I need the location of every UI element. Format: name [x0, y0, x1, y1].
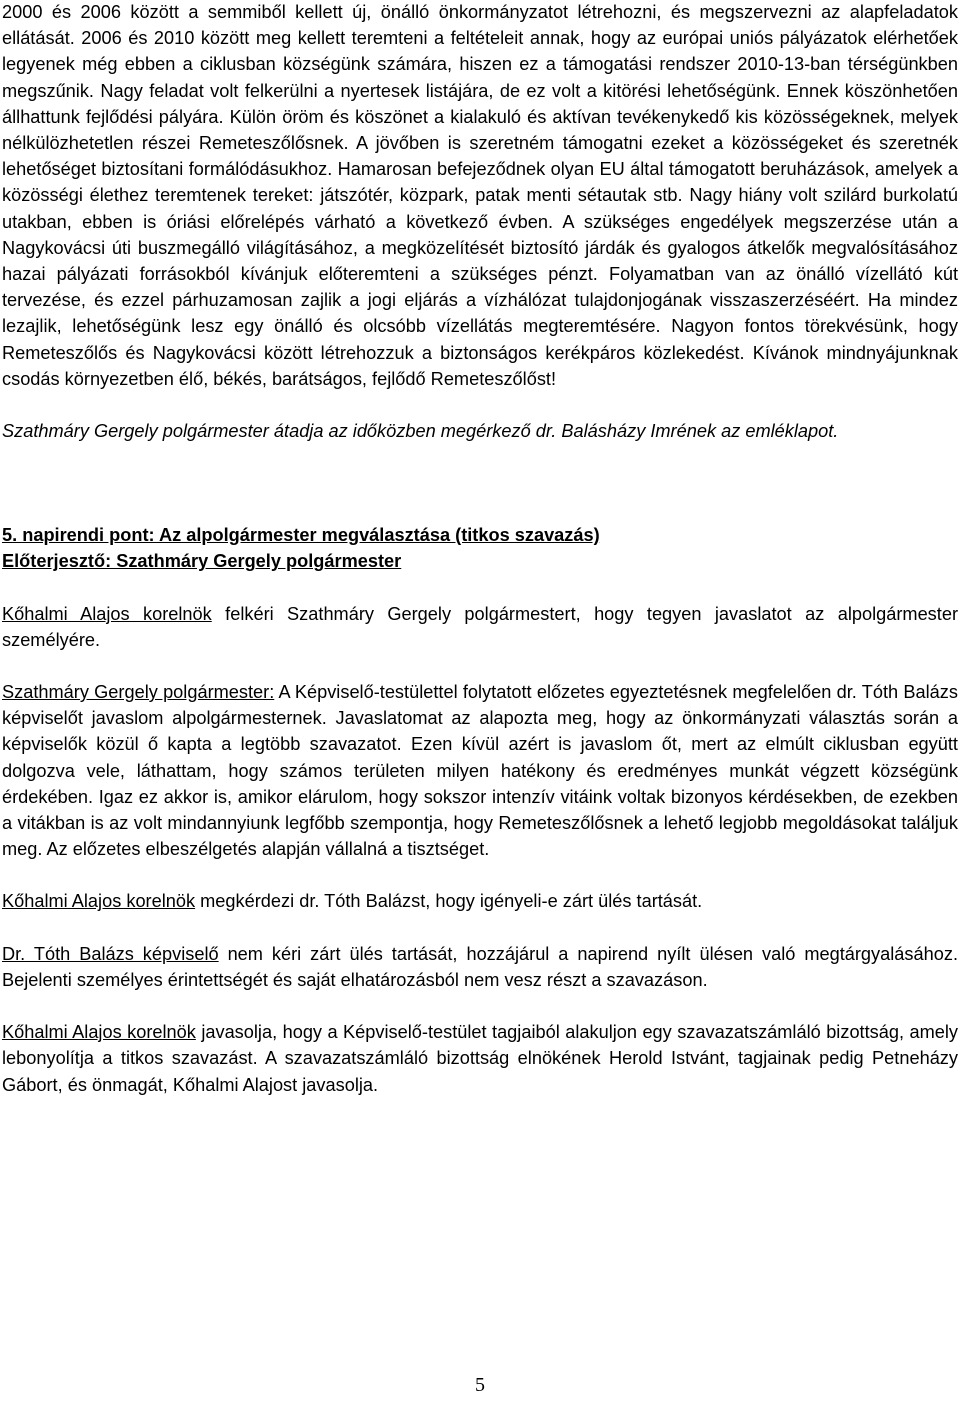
speaker-name: Szathmáry Gergely polgármester: — [2, 682, 275, 703]
agenda-title — [2, 522, 958, 548]
agenda-section — [2, 522, 958, 1097]
page-number: 5 — [475, 1374, 485, 1396]
entry-text: megkérdezi dr. Tóth Balázst, hogy igényeli-e zárt ülés tartását. — [195, 891, 703, 912]
entry-paragraph — [2, 941, 958, 993]
entry-paragraph — [2, 888, 958, 914]
entry-text: javasolja, hogy a Képviselő-testület tagjaiból alakuljon egy szavazatszámláló bizottság, amely lebonyolítja a titkos szavazást. A szavazatszámláló bizottság elnökének Herold Istvánt, tagjainak pedig Petneházy Gábort, és önmagát, Kőhalmi Alajost javasolja. — [2, 1022, 958, 1095]
entry-paragraph — [2, 601, 958, 653]
intro-paragraph: 2000 és 2006 között a semmiből kellett új, önálló önkormányzatot létrehozni, és megszervezni az alapfeladatok ellátását. 2006 és 2010 között meg kellett teremteni a feltételeit annak, hogy az európai uniós pályázatok elérhetőek legyenek még ebben a ciklusban községünk számára, hiszen ez a támogatási rendszer 2010-13-ban térségünkben megszűnik. Nagy feladat volt felkerülni a nyertesek listájára, de ez volt a kitörési lehetőségünk. Ennek köszönhetően állhattunk fejlődési pályára. Külön öröm és köszönet a kialakuló és aktívan tevékenykedő kis közösségeknek, melyek nélkülözhetetlen részei Remeteszőlősnek. A jövőben is szeretném támogatni ezeket a közösségeket és szeretnék lehetőséget biztosítani formálódásukhoz. Hamarosan befejeződnek olyan EU által támogatott beruházások, amelyek a közösségi élethez teremtenek tereket: játszótér, közpark, patak menti sétautak stb. Nagy hiány volt szilárd burkolatú utakban, ebben is óriási előrelépés várható a következő évben. A szükséges engedélyek megszerzése után a Nagykovácsi úti buszmegálló világításához, a megközelítését biztosító járdák és gyalogos átkelők megvalósításához hazai pályázati forrásokból kívánjuk előteremteni a szükséges pénzt. Folyamatban van az önálló vízellátó kút tervezése, és ezzel párhuzamosan zajlik a jogi eljárás a vízhálózat tulajdonjogának visszaszerzéséért. Ha mindez lezajlik, lehetőségünk lesz egy önálló és olcsóbb vízellátás megteremtésére. Nagyon fontos törekvésünk, hogy Remeteszőlős és Nagykovácsi között létrehozzuk a biztonságos kerékpáros közlekedést. Kívánok mindnyájunknak csodás környezetben élő, békés, barátságos, fejlődő Remeteszőlőst! — [2, 2, 958, 389]
entry-text: felkéri Szathmáry Gergely polgármestert, hogy tegyen javaslatot az alpolgármester személyére. — [2, 603, 959, 650]
entry-text: nem kéri zárt ülés tartását, hozzájárul a napirend nyílt ülésen való megtárgyalásához. Bejelenti személyes érintettségét és saját elhatározásból nem vesz részt a szavazáson. — [2, 943, 958, 990]
speaker-name: Kőhalmi Alajos korelnök — [2, 891, 196, 912]
entry-paragraph — [2, 679, 958, 862]
entry-text: A Képviselő-testülettel folytatott előzetes egyeztetésnek megfelelően dr. Tóth Balázs képviselőt javaslom alpolgármesternek. Javaslatomat az alapozta meg, hogy az önkormányzati választás során a képviselők közül ő kapta a legtöbb szavazatot. Ezen kívül azért is javaslom őt, mert az elmúlt ciklusban együtt dolgozva vele, láthattam, hogy számos területen milyen hatékony és eredményes munkát végzett községünk érdekében. Igaz ez akkor is, amikor elárulom, hogy sokszor intenzív vitáink voltak bizonyos kérdésekben, de ezekben a vitákban is az volt mindannyiunk legfőbb szempontja, hogy Remeteszőlősnek a lehető legjobb megoldásokat találjuk meg. Az előzetes elbeszélgetés alapján vállalná a tisztséget. — [2, 682, 958, 860]
italic-note: Szathmáry Gergely polgármester átadja az időközben megérkező dr. Balásházy Imrének az emléklapot. — [2, 421, 839, 442]
speaker-name: Dr. Tóth Balázs képviselő — [2, 943, 219, 964]
agenda-presenter-text: Előterjesztő: Szathmáry Gergely polgármester — [2, 551, 402, 572]
agenda-presenter — [2, 548, 958, 574]
agenda-title-text: 5. napirendi pont: Az alpolgármester megválasztása (titkos szavazás) — [2, 525, 600, 546]
speaker-name: Kőhalmi Alajos korelnök — [2, 1022, 196, 1043]
entry-paragraph — [2, 1019, 958, 1098]
speaker-name: Kőhalmi Alajos korelnök — [2, 603, 212, 624]
